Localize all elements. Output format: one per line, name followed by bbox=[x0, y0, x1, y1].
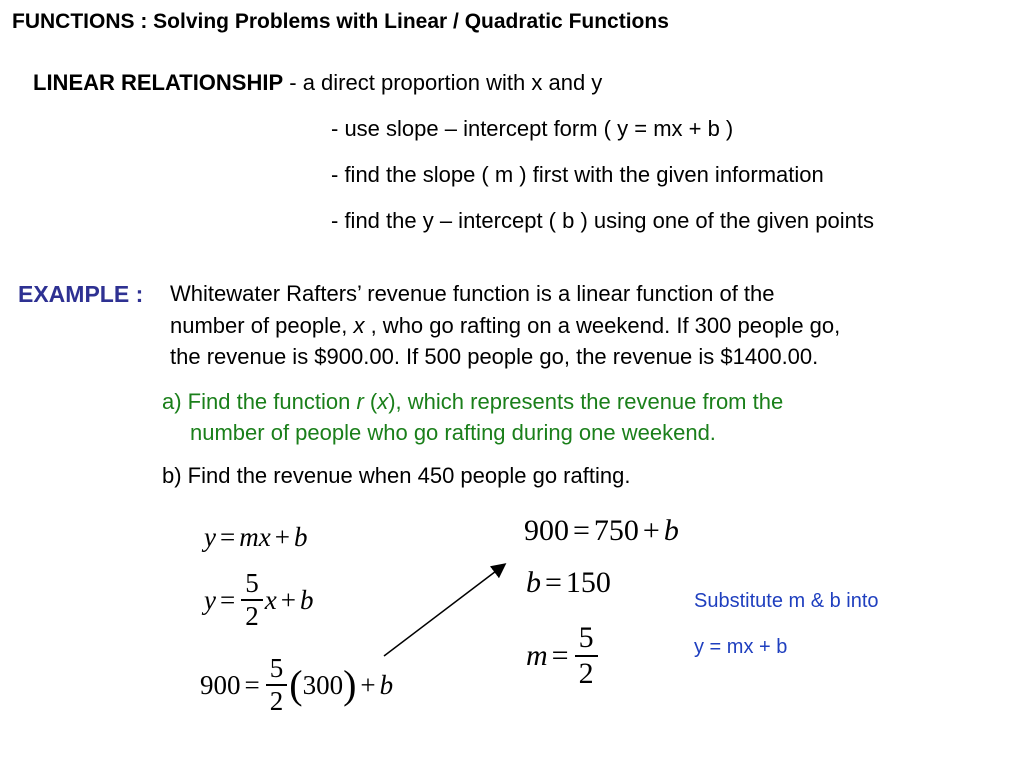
substitute-formula: y = mx + b bbox=[694, 636, 788, 658]
eq4-b: b bbox=[663, 514, 679, 547]
eq3-denominator: 2 bbox=[269, 686, 284, 716]
example-line-2-end: , who go rafting on a weekend. If 300 people go, bbox=[364, 313, 841, 338]
eq6-fraction bbox=[575, 623, 598, 689]
linear-bullet-3: - find the y – intercept ( b ) using one of the given points bbox=[331, 208, 874, 233]
substitute-note: Substitute m & b into bbox=[694, 590, 879, 612]
equation-with-slope bbox=[204, 570, 313, 630]
part-a-question-line-2: number of people who go rafting during one weekend. bbox=[190, 420, 716, 445]
eq3-equals: = bbox=[244, 669, 260, 700]
equation-slope-intercept bbox=[204, 522, 307, 553]
part-a-question bbox=[162, 389, 783, 415]
equation-substitution bbox=[200, 655, 393, 715]
eq2-equals: = bbox=[219, 584, 236, 615]
eq1-plus: + bbox=[274, 522, 290, 552]
example-line-3: the revenue is $900.00. If 500 people go, the revenue is $1400.00. bbox=[170, 344, 819, 369]
eq4-lhs: 900 bbox=[524, 514, 569, 547]
linear-definition: - a direct proportion with x and y bbox=[283, 70, 603, 95]
eq3-b: b bbox=[379, 669, 394, 700]
eq4-equals: = bbox=[573, 514, 590, 547]
eq1-lhs: y bbox=[204, 522, 216, 552]
part-a-end: ), which represents the revenue from the bbox=[388, 389, 784, 414]
eq2-x: x bbox=[264, 584, 277, 615]
eq2-denominator: 2 bbox=[245, 601, 259, 631]
linear-relationship-heading bbox=[33, 70, 602, 96]
eq6-numerator: 5 bbox=[578, 621, 594, 654]
eq6-lhs: m bbox=[526, 639, 548, 672]
part-a-paren: ( bbox=[363, 389, 378, 414]
eq2-numerator: 5 bbox=[245, 568, 259, 598]
eq5-lhs: b bbox=[526, 566, 541, 599]
eq4-value: 750 bbox=[593, 514, 639, 547]
page-title: FUNCTIONS : Solving Problems with Linear / Quadratic Functions bbox=[12, 10, 669, 33]
eq3-fraction bbox=[266, 655, 288, 715]
eq6-equals: = bbox=[551, 639, 569, 672]
eq2-lhs: y bbox=[204, 584, 216, 615]
example-line-2 bbox=[170, 313, 840, 339]
part-a-start: a) Find the function bbox=[162, 389, 357, 414]
eq1-b: b bbox=[293, 522, 308, 552]
eq5-value: 150 bbox=[565, 566, 611, 599]
example-line-2-start: number of people, bbox=[170, 313, 354, 338]
eq3-open-paren: ( bbox=[289, 662, 303, 707]
eq4-plus: + bbox=[642, 514, 660, 547]
eq3-lhs: 900 bbox=[200, 669, 241, 700]
equation-slope-result bbox=[526, 623, 600, 689]
eq2-b: b bbox=[299, 584, 314, 615]
eq1-x: x bbox=[258, 522, 271, 552]
eq3-numerator: 5 bbox=[269, 653, 284, 683]
eq2-fraction bbox=[241, 570, 263, 630]
part-b-question: b) Find the revenue when 450 people go rafting. bbox=[162, 463, 631, 488]
eq2-plus: + bbox=[280, 584, 296, 615]
function-name-r: r bbox=[356, 389, 364, 414]
eq3-value: 300 bbox=[302, 669, 344, 700]
equation-simplified bbox=[524, 514, 679, 548]
eq6-denominator: 2 bbox=[578, 657, 594, 690]
eq5-equals: = bbox=[545, 566, 562, 599]
variable-x: x bbox=[353, 313, 365, 338]
eq1-equals: = bbox=[219, 522, 236, 552]
linear-bullet-1: - use slope – intercept form ( y = mx + b ) bbox=[331, 116, 734, 141]
equation-intercept-result bbox=[526, 566, 611, 600]
linear-heading-label: LINEAR RELATIONSHIP bbox=[33, 70, 284, 95]
example-label: EXAMPLE : bbox=[18, 281, 144, 307]
example-line-1: Whitewater Rafters’ revenue function is a linear function of the bbox=[170, 281, 775, 306]
function-arg-x: x bbox=[377, 389, 389, 414]
eq1-m: m bbox=[239, 522, 259, 552]
eq3-plus: + bbox=[360, 669, 376, 700]
eq3-close-paren: ) bbox=[343, 662, 357, 707]
linear-bullet-2: - find the slope ( m ) first with the given information bbox=[331, 162, 824, 187]
